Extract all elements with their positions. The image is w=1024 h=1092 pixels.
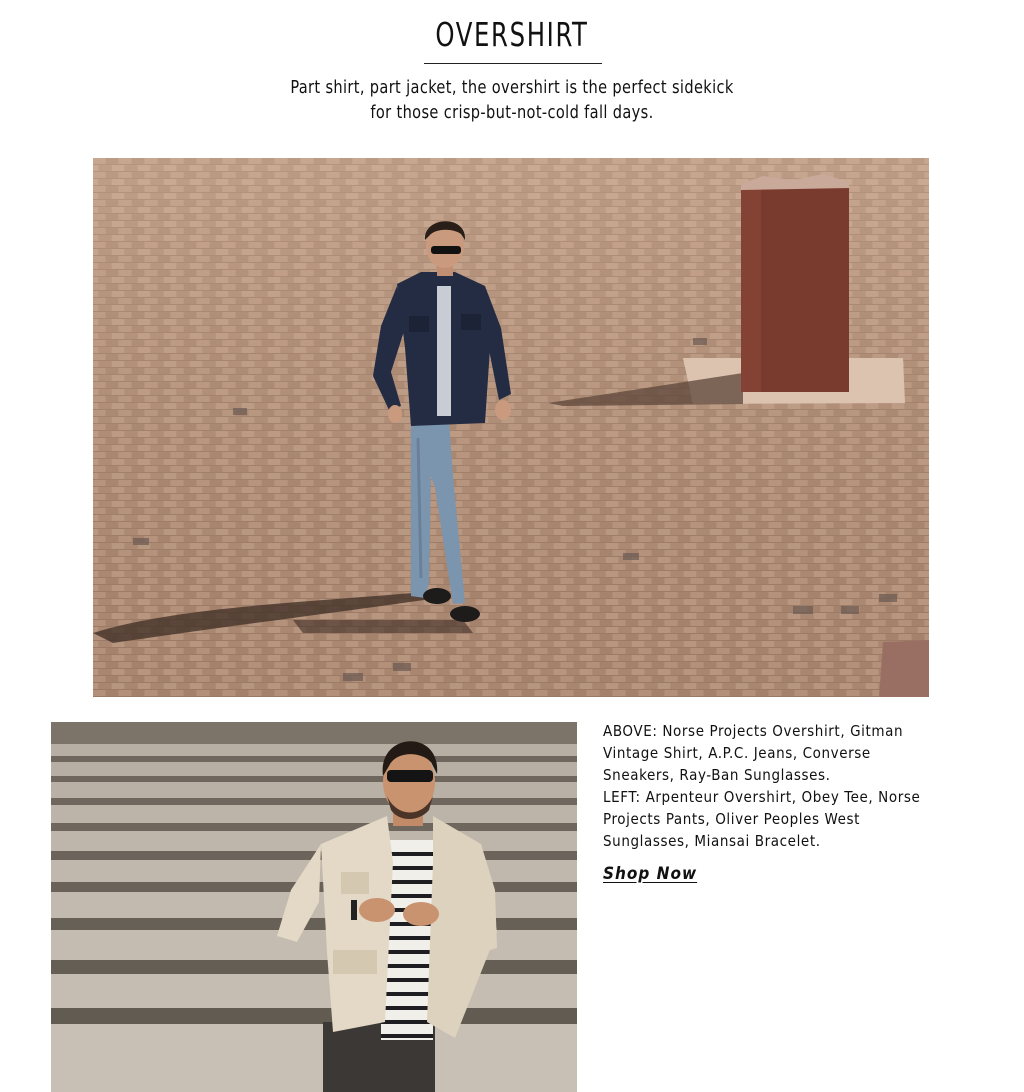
hero-photo[interactable] xyxy=(93,158,929,697)
page-title: OVERSHIRT xyxy=(435,15,589,54)
stairs-photo-illustration xyxy=(51,722,577,1092)
product-credits xyxy=(603,720,943,852)
credits-above: ABOVE: Norse Projects Overshirt, Gitman Vintage Shirt, A.P.C. Jeans, Converse Sneakers, Ray-Ban Sunglasses. xyxy=(603,722,904,784)
page-subtitle: Part shirt, part jacket, the overshirt is the perfect sidekick for those crisp-but-not-cold fall days. xyxy=(290,77,734,123)
stairs-photo[interactable] xyxy=(51,722,577,1092)
title-underline xyxy=(424,63,602,64)
credits-left: LEFT: Arpenteur Overshirt, Obey Tee, Norse Projects Pants, Oliver Peoples West Sunglasses, Miansai Bracelet. xyxy=(603,788,921,850)
shop-now-link[interactable]: Shop Now xyxy=(603,864,698,884)
hero-photo-illustration xyxy=(93,158,929,697)
